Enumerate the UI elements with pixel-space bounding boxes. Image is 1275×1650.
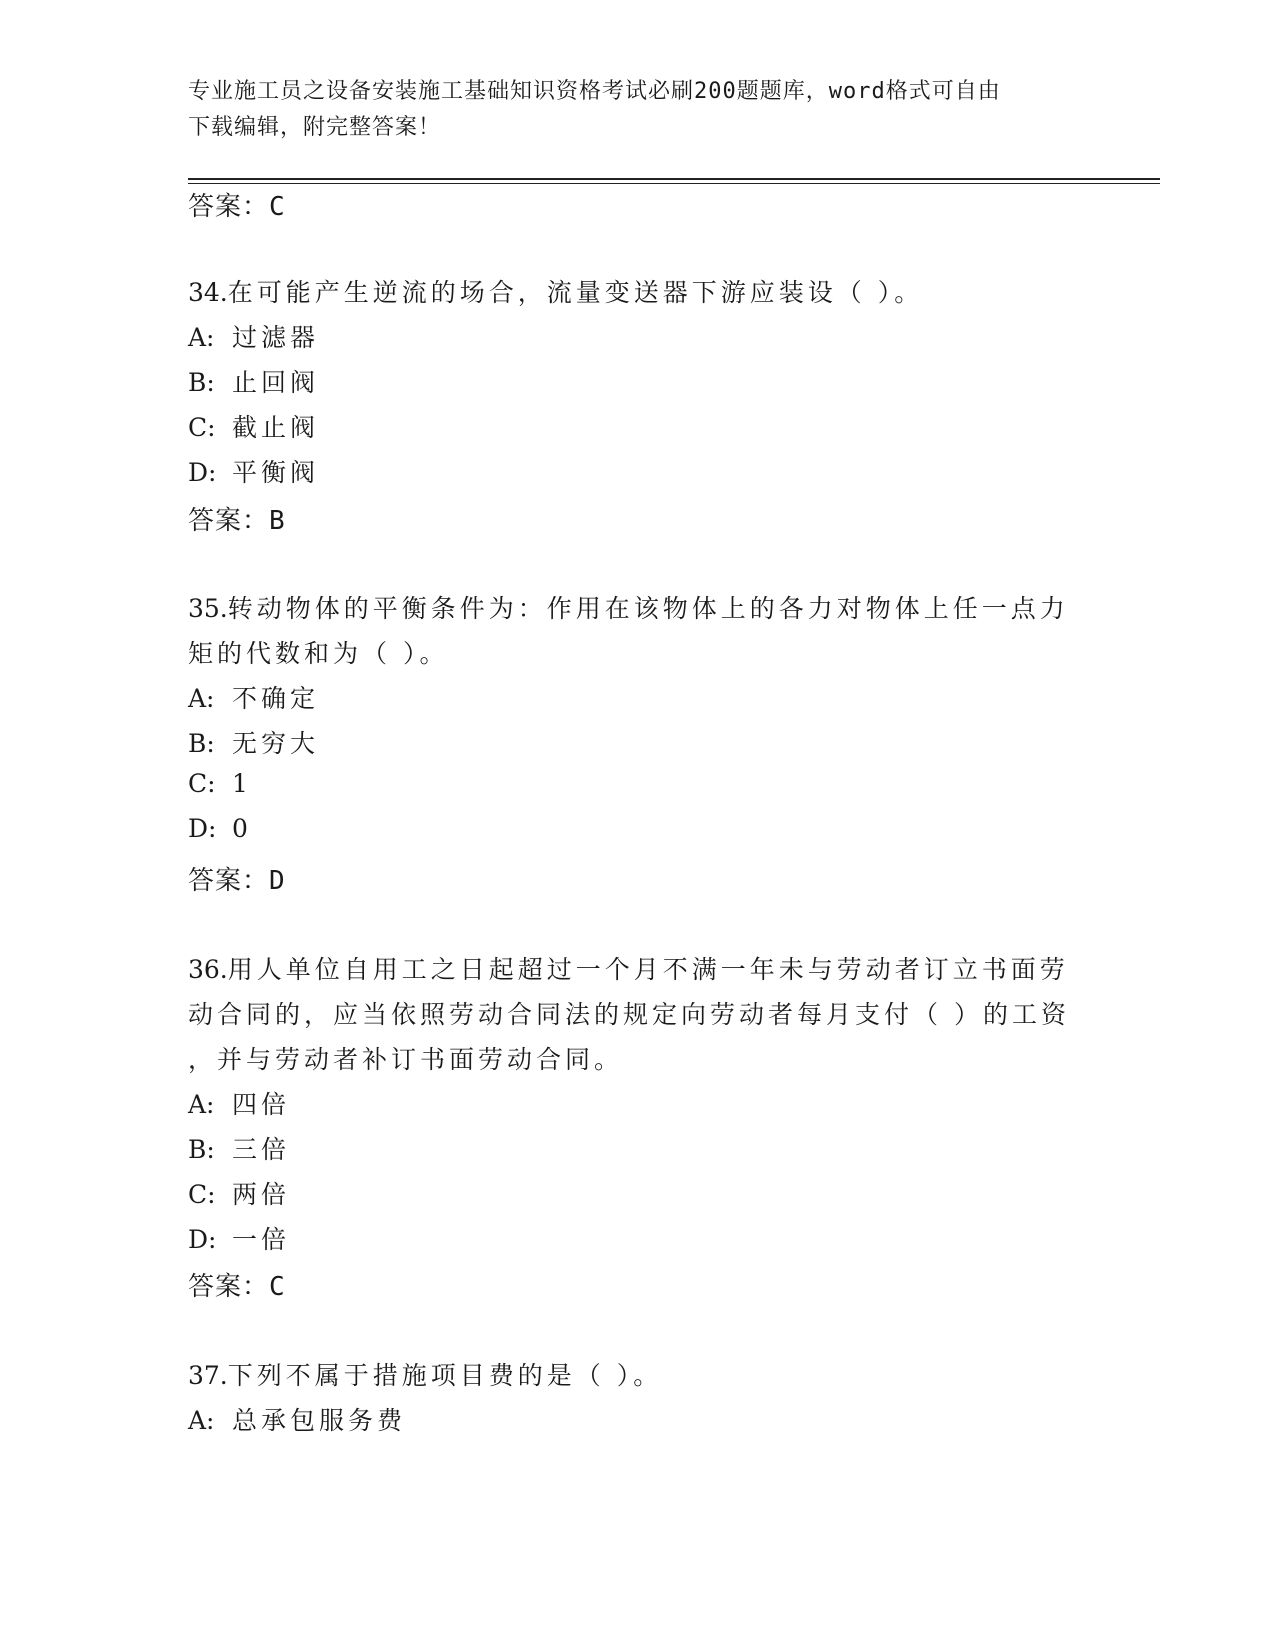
answer-value: C — [269, 192, 286, 222]
option-text: 平衡阀 — [232, 458, 320, 487]
question-number: 35. — [188, 594, 228, 623]
question-text: 在可能产生逆流的场合，流量变送器下游应装设（ ）。 — [227, 278, 924, 307]
answer-value: C — [269, 1272, 286, 1302]
answer-label: 答案： — [188, 506, 270, 536]
option-letter: B: — [188, 729, 215, 758]
option-letter: C: — [188, 413, 216, 442]
question-35-option-b — [188, 724, 319, 760]
option-text: 过滤器 — [232, 323, 320, 352]
header-line-2: 下载编辑，附完整答案！ — [188, 115, 442, 140]
question-text: 下列不属于措施项目费的是（ ）。 — [227, 1361, 663, 1390]
answer-label: 答案： — [188, 1272, 270, 1302]
question-text: 动合同的，应当依照劳动合同法的规定向劳动者每月支付（ ）的工资 — [188, 1000, 1070, 1029]
question-text: ，并与劳动者补订书面劳动合同。 — [188, 1045, 624, 1074]
answer-value: D — [269, 866, 286, 896]
option-text: 无穷大 — [232, 729, 320, 758]
option-letter: A: — [188, 1406, 215, 1435]
question-34-option-b — [188, 363, 319, 399]
header-line-1: 专业施工员之设备安装施工基础知识资格考试必刷200题题库，word格式可自由 — [188, 79, 1001, 104]
option-letter: D: — [188, 814, 217, 843]
question-34-option-d — [188, 453, 319, 489]
option-text: 1 — [232, 769, 252, 798]
question-36-option-c — [188, 1175, 290, 1211]
prev-answer — [188, 186, 286, 223]
option-text: 不确定 — [232, 684, 320, 713]
header-divider-thin — [188, 183, 1160, 184]
option-text: 0 — [232, 814, 252, 843]
question-35-option-a — [188, 679, 319, 715]
header-divider-thick — [188, 178, 1160, 180]
question-text: 矩的代数和为（ ）。 — [188, 639, 449, 668]
option-text: 总承包服务费 — [232, 1406, 407, 1435]
option-text: 止回阀 — [232, 368, 320, 397]
question-number: 37. — [188, 1361, 228, 1390]
question-35-answer — [188, 860, 286, 897]
option-text: 三倍 — [232, 1135, 291, 1164]
option-letter: B: — [188, 368, 215, 397]
question-35-option-c — [188, 769, 252, 798]
option-text: 截止阀 — [232, 413, 320, 442]
option-letter: A: — [188, 1090, 215, 1119]
question-34-text-line-1 — [188, 273, 923, 309]
question-37-option-a — [188, 1401, 406, 1437]
answer-label: 答案： — [188, 192, 270, 222]
option-text: 四倍 — [232, 1090, 291, 1119]
question-number: 36. — [188, 955, 228, 984]
question-34-answer — [188, 500, 286, 537]
question-35-option-d — [188, 814, 252, 843]
question-number: 34. — [188, 278, 228, 307]
option-letter: B: — [188, 1135, 215, 1164]
document-header — [188, 74, 1088, 146]
option-letter: A: — [188, 684, 215, 713]
question-36-option-b — [188, 1130, 290, 1166]
question-text: 转动物体的平衡条件为：作用在该物体上的各力对物体上任一点力 — [227, 594, 1069, 623]
option-text: 一倍 — [232, 1225, 291, 1254]
question-36-answer — [188, 1266, 286, 1303]
question-text: 用人单位自用工之日起超过一个月不满一年未与劳动者订立书面劳 — [227, 955, 1069, 984]
option-letter: D: — [188, 458, 217, 487]
question-35-text-line-1 — [188, 589, 1069, 625]
option-letter: C: — [188, 769, 216, 798]
answer-label: 答案： — [188, 866, 270, 896]
option-letter: D: — [188, 1225, 217, 1254]
answer-value: B — [269, 506, 286, 536]
option-letter: C: — [188, 1180, 216, 1209]
option-letter: A: — [188, 323, 215, 352]
question-36-text-line-3 — [188, 1040, 623, 1076]
question-36-option-a — [188, 1085, 290, 1121]
question-36-text-line-2 — [188, 995, 1070, 1031]
question-34-option-a — [188, 318, 319, 354]
question-37-text-line-1 — [188, 1356, 662, 1392]
question-35-text-line-2 — [188, 634, 448, 670]
question-34-option-c — [188, 408, 319, 444]
option-text: 两倍 — [232, 1180, 291, 1209]
question-36-option-d — [188, 1220, 290, 1256]
question-36-text-line-1 — [188, 950, 1069, 986]
